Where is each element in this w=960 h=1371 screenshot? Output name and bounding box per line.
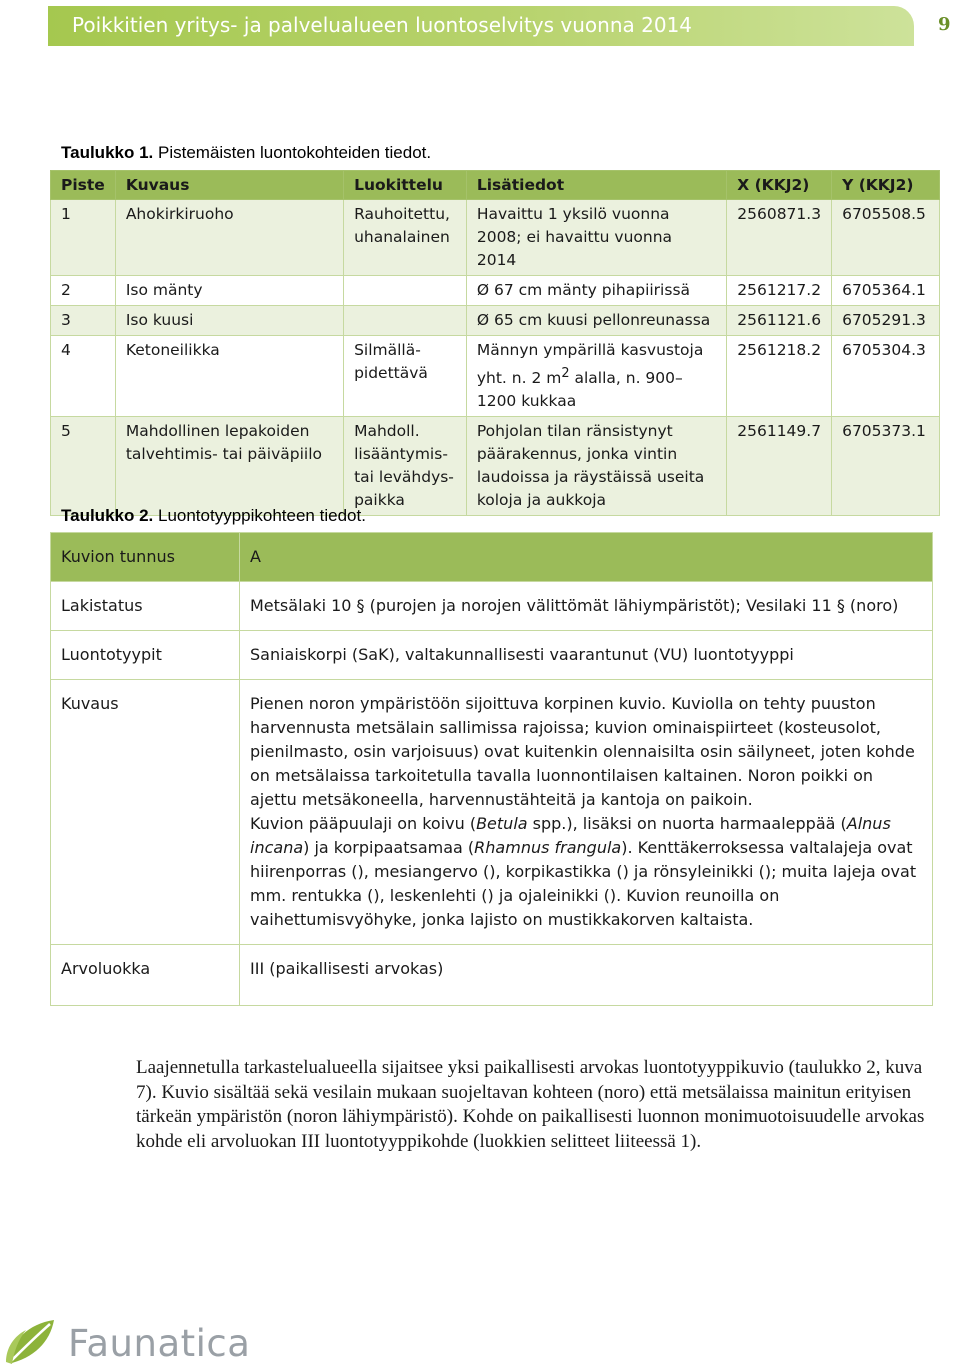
superscript-2: 2 bbox=[561, 366, 570, 381]
cell-luokittelu bbox=[344, 276, 467, 306]
table-row bbox=[51, 306, 940, 336]
label-lakistatus: Lakistatus bbox=[51, 582, 240, 631]
cell-lisatiedot: Havaittu 1 yksilö vuonna 2008; ei havaittu vuonna 2014 bbox=[466, 200, 726, 276]
table1-caption-text: Pistemäisten luontokohteiden tiedot. bbox=[153, 143, 432, 162]
faunatica-leaf-icon bbox=[4, 1318, 60, 1368]
cell-kuvaus: Iso kuusi bbox=[115, 306, 343, 336]
cell-y: 6705508.5 bbox=[832, 200, 940, 276]
kuvaus-p2-d: ). Kenttäkerroksessa valtalajeja ovat hiirenporras (), mesiangervo (), korpikastikka () ja rönsyleinikki (); muita lajeja ovat mm. rentukka (), leskenlehti () ja ojaleinikki (). Kuvion reunoilla on vaihettumisvyöhyke, jonka lajisto on mustikkakorven kaltaista. bbox=[250, 838, 917, 929]
habitat-row-lakistatus bbox=[51, 582, 933, 631]
cell-piste: 3 bbox=[51, 306, 116, 336]
table1-caption-label: Taulukko 1. bbox=[61, 143, 154, 162]
cell-luokittelu: Rauhoitettu, uhanalainen bbox=[344, 200, 467, 276]
body-paragraph: Laajennetulla tarkastelualueella sijaitsee yksi paikallisesti arvokas luontotyyppikuvio (taulukko 2, kuva 7). Kuvio sisältää sekä vesilain mukaan suojeltavan kohteen (noro) että metsälaissa mainitun erityisen tärkeän ympäristön (noron lähiympäristö). Kohde on paikallisesti luonnon monimuotoisuudelle arvokas kohde eli arvoluokan III luontotyyppikohde (luokkien selitteet liiteessä 1). bbox=[136, 1057, 925, 1152]
cell-lisatiedot-pre: Männyn ympärillä kasvustoja yht. n. 2 m bbox=[476, 341, 704, 388]
habitat-row-kuvaus bbox=[51, 680, 933, 945]
cell-luokittelu: Silmällä-pidettävä bbox=[344, 336, 467, 417]
table2-caption-text: Luontotyyppikohteen tiedot. bbox=[153, 506, 366, 525]
value-arvoluokka: III (paikallisesti arvokas) bbox=[240, 945, 933, 1006]
kuvaus-p2-c: ) ja korpipaatsamaa ( bbox=[303, 838, 475, 857]
value-luontotyypit: Saniaiskorpi (SaK), valtakunnallisesti vaarantunut (VU) luontotyyppi bbox=[240, 631, 933, 680]
cell-y: 6705364.1 bbox=[832, 276, 940, 306]
cell-lisatiedot: Ø 65 cm kuusi pellonreunassa bbox=[466, 306, 726, 336]
cell-y: 6705304.3 bbox=[832, 336, 940, 417]
label-arvoluokka: Arvoluokka bbox=[51, 945, 240, 1006]
cell-piste: 2 bbox=[51, 276, 116, 306]
col-header-y: Y (KKJ2) bbox=[832, 171, 940, 200]
cell-lisatiedot: Pohjolan tilan ränsistynyt päärakennus, jonka vintin laudoissa ja räystäissä useita koloja ja aukkoja bbox=[466, 417, 726, 516]
value-kuvaus bbox=[240, 680, 933, 945]
col-header-kuvaus: Kuvaus bbox=[115, 171, 343, 200]
habitat-row-id bbox=[51, 533, 933, 582]
cell-lisatiedot bbox=[466, 336, 726, 417]
table1-caption bbox=[61, 143, 431, 163]
value-lakistatus: Metsälaki 10 § (purojen ja norojen välittömät lähiympäristöt); Vesilaki 11 § (noro) bbox=[240, 582, 933, 631]
cell-piste: 4 bbox=[51, 336, 116, 417]
table-row bbox=[51, 417, 940, 516]
kuvaus-paragraph-1: Pienen noron ympäristöön sijoittuva korpinen kuvio. Kuviolla on tehty puuston harvennusta metsälain sallimissa rajoissa; kuvion ominaispiirteet (kosteusolot, pienilmasto, osin varjoisuus) ovat kuitenkin olennaisilta osin säilyneet, joten kohde on metsälaissa tarkoitetulla tavalla luonnontilaisen kaltainen. Noron poikki on ajettu metsäkoneella, harvennustähteitä ja kantoja on paikoin. bbox=[250, 694, 915, 809]
table-row bbox=[51, 276, 940, 306]
cell-lisatiedot: Ø 67 cm mänty pihapiirissä bbox=[466, 276, 726, 306]
cell-luokittelu: Mahdoll. lisääntymis-tai levähdys-paikka bbox=[344, 417, 467, 516]
col-header-piste: Piste bbox=[51, 171, 116, 200]
col-header-lisatiedot: Lisätiedot bbox=[466, 171, 726, 200]
species-rhamnus: Rhamnus frangula bbox=[474, 838, 622, 857]
cell-x: 2560871.3 bbox=[727, 200, 832, 276]
cell-piste: 5 bbox=[51, 417, 116, 516]
col-header-x: X (KKJ2) bbox=[727, 171, 832, 200]
table-row bbox=[51, 200, 940, 276]
label-kuvaus: Kuvaus bbox=[51, 680, 240, 945]
cell-kuvaus: Ketoneilikka bbox=[115, 336, 343, 417]
habitat-table bbox=[50, 532, 933, 1006]
cell-luokittelu bbox=[344, 306, 467, 336]
species-betula: Betula bbox=[476, 814, 528, 833]
cell-x: 2561217.2 bbox=[727, 276, 832, 306]
label-kuvion-tunnus: Kuvion tunnus bbox=[51, 533, 240, 582]
cell-kuvaus: Mahdollinen lepakoiden talvehtimis- tai päiväpiilo bbox=[115, 417, 343, 516]
kuvaus-p2-b: spp.), lisäksi on nuorta harmaaleppää ( bbox=[527, 814, 847, 833]
document-title: Poikkitien yritys- ja palvelualueen luontoselvitys vuonna 2014 bbox=[72, 13, 693, 37]
table2-caption-label: Taulukko 2. bbox=[61, 506, 154, 525]
col-header-luokittelu: Luokittelu bbox=[344, 171, 467, 200]
label-luontotyypit: Luontotyypit bbox=[51, 631, 240, 680]
cell-piste: 1 bbox=[51, 200, 116, 276]
table-row bbox=[51, 336, 940, 417]
kuvaus-p2-a: Kuvion pääpuulaji on koivu ( bbox=[250, 814, 477, 833]
cell-lisatiedot-post: alalla, n. 900–1200 kukkaa bbox=[476, 369, 683, 411]
cell-x: 2561121.6 bbox=[727, 306, 832, 336]
points-table bbox=[50, 170, 940, 516]
value-kuvion-tunnus: A bbox=[240, 533, 933, 582]
cell-x: 2561149.7 bbox=[727, 417, 832, 516]
table2-caption bbox=[61, 506, 366, 526]
habitat-row-luontotyypit bbox=[51, 631, 933, 680]
faunatica-logo-text: Faunatica bbox=[68, 1322, 251, 1365]
cell-kuvaus: Ahokirkiruoho bbox=[115, 200, 343, 276]
species-alnus: Alnus incana bbox=[250, 814, 891, 857]
cell-y: 6705373.1 bbox=[832, 417, 940, 516]
cell-y: 6705291.3 bbox=[832, 306, 940, 336]
habitat-row-arvoluokka bbox=[51, 945, 933, 1006]
page-number: 9 bbox=[938, 14, 951, 35]
points-table-header bbox=[51, 171, 940, 200]
cell-kuvaus: Iso mänty bbox=[115, 276, 343, 306]
cell-x: 2561218.2 bbox=[727, 336, 832, 417]
